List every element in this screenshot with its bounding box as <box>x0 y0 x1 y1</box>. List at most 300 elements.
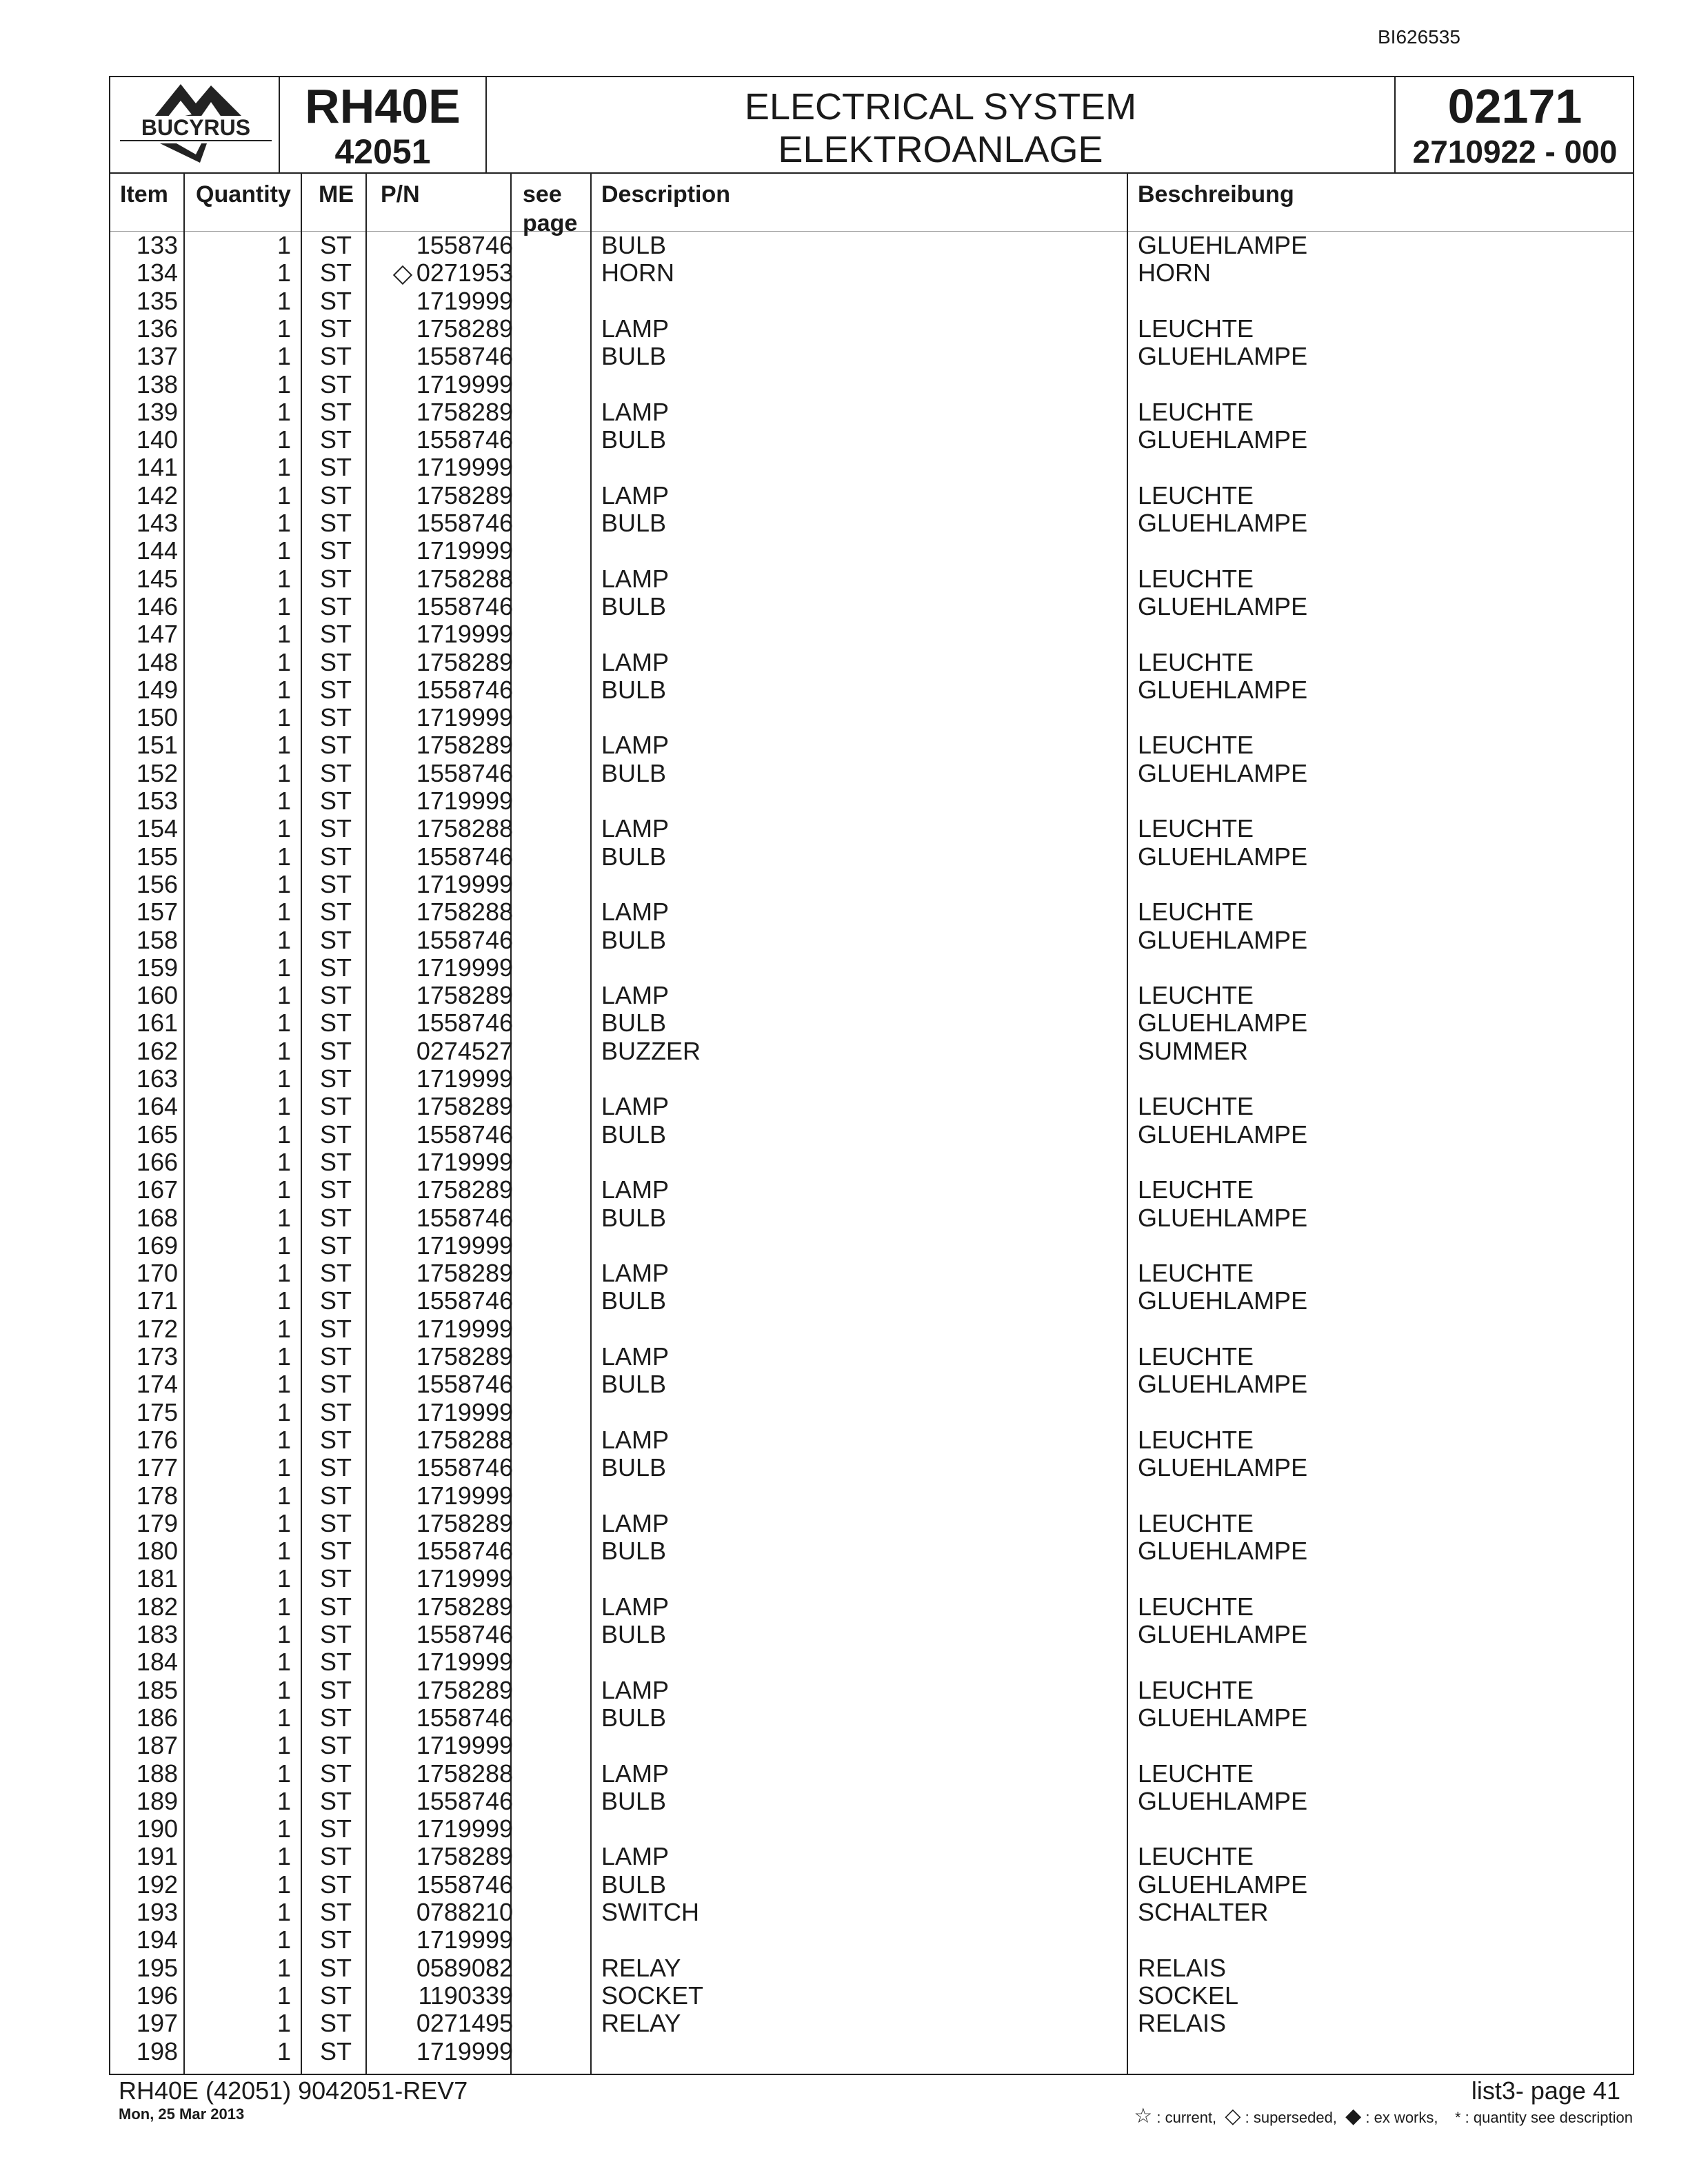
quantity: 1 <box>277 1564 291 1593</box>
beschreibung: GLUEHLAMPE <box>1138 1537 1308 1566</box>
item-number: 186 <box>136 1703 178 1732</box>
beschreibung: SCHALTER <box>1138 1898 1269 1926</box>
unit: ST <box>320 731 352 760</box>
item-number: 183 <box>136 1620 178 1648</box>
unit: ST <box>320 1397 352 1426</box>
part-number: 1719999 <box>416 1231 513 1260</box>
item-number: 140 <box>136 425 178 454</box>
beschreibung: GLUEHLAMPE <box>1138 842 1308 871</box>
quantity: 1 <box>277 1370 291 1399</box>
table-row <box>110 259 1633 287</box>
description: BULB <box>601 1453 667 1482</box>
description: HORN <box>601 259 674 287</box>
beschreibung: GLUEHLAMPE <box>1138 675 1308 704</box>
item-number: 193 <box>136 1898 178 1926</box>
description: SOCKET <box>601 1981 704 2010</box>
description: LAMP <box>601 314 670 343</box>
item-number: 194 <box>136 1925 178 1954</box>
quantity: 1 <box>277 925 291 954</box>
table-row <box>110 1510 1633 1537</box>
part-number: 1758289 <box>416 981 513 1010</box>
quantity: 1 <box>277 2009 291 2038</box>
beschreibung: LEUCHTE <box>1138 814 1254 843</box>
footer-page-ref: list3- page 41 <box>1471 2076 1620 2105</box>
item-number: 181 <box>136 1564 178 1593</box>
quantity: 1 <box>277 259 291 287</box>
description: LAMP <box>601 1508 670 1537</box>
part-number: 1558746 <box>416 842 513 871</box>
table-row <box>110 509 1633 537</box>
table-row <box>110 1093 1633 1120</box>
table-row <box>110 982 1633 1009</box>
quantity: 1 <box>277 286 291 315</box>
footer-date: Mon, 25 Mar 2013 <box>119 2105 245 2123</box>
col-header-me: ME <box>319 181 354 208</box>
part-number: 1758289 <box>416 1092 513 1121</box>
unit: ST <box>320 1342 352 1371</box>
description: BULB <box>601 425 667 454</box>
col-header-see-page-1: see <box>523 181 562 208</box>
unit: ST <box>320 1314 352 1343</box>
description: LAMP <box>601 814 670 843</box>
item-number: 159 <box>136 953 178 982</box>
item-number: 142 <box>136 481 178 509</box>
quantity: 1 <box>277 898 291 927</box>
description: BULB <box>601 1870 667 1899</box>
table-row <box>110 1482 1633 1510</box>
quantity: 1 <box>277 425 291 454</box>
beschreibung: LEUCHTE <box>1138 647 1254 676</box>
description: BULB <box>601 1286 667 1315</box>
quantity: 1 <box>277 1648 291 1677</box>
diamond-filled-icon: ◆ <box>1345 2105 1362 2127</box>
table-row <box>110 1454 1633 1482</box>
unit: ST <box>320 536 352 565</box>
item-number: 169 <box>136 1231 178 1260</box>
unit: ST <box>320 1508 352 1537</box>
bucyrus-logo <box>110 77 280 172</box>
legend <box>1134 2104 1633 2128</box>
part-number: 1758289 <box>416 397 513 426</box>
part-number: 1558746 <box>416 925 513 954</box>
table-row <box>110 454 1633 481</box>
table-row <box>110 1648 1633 1676</box>
unit: ST <box>320 1925 352 1954</box>
table-row <box>110 287 1633 315</box>
quantity: 1 <box>277 342 291 371</box>
quantity: 1 <box>277 592 291 620</box>
quantity: 1 <box>277 370 291 398</box>
part-number: 1758289 <box>416 647 513 676</box>
part-number: 1558746 <box>416 1120 513 1149</box>
table-row <box>110 1121 1633 1149</box>
group-number-cell <box>1396 77 1634 172</box>
description: LAMP <box>601 1592 670 1621</box>
star-icon: ☆ <box>1134 2105 1153 2127</box>
unit: ST <box>320 1259 352 1288</box>
part-number: 1719999 <box>416 703 513 732</box>
quantity: 1 <box>277 1814 291 1843</box>
beschreibung: RELAIS <box>1138 1953 1227 1982</box>
part-number <box>396 259 513 287</box>
item-number: 162 <box>136 1036 178 1065</box>
beschreibung: LEUCHTE <box>1138 1425 1254 1454</box>
table-row <box>110 1732 1633 1759</box>
logo-cell <box>110 77 280 172</box>
item-number: 139 <box>136 397 178 426</box>
part-number: 1758289 <box>416 1675 513 1704</box>
beschreibung: GLUEHLAMPE <box>1138 425 1308 454</box>
item-number: 134 <box>136 259 178 287</box>
part-number: 1719999 <box>416 1064 513 1093</box>
beschreibung: GLUEHLAMPE <box>1138 1120 1308 1149</box>
table-row <box>110 315 1633 343</box>
description: LAMP <box>601 1675 670 1704</box>
quantity: 1 <box>277 2036 291 2065</box>
part-number: 1758289 <box>416 731 513 760</box>
unit: ST <box>320 1564 352 1593</box>
description: BULB <box>601 1703 667 1732</box>
quantity: 1 <box>277 1759 291 1788</box>
quantity: 1 <box>277 1537 291 1566</box>
quantity: 1 <box>277 1703 291 1732</box>
quantity: 1 <box>277 1259 291 1288</box>
description: BULB <box>601 1370 667 1399</box>
beschreibung: LEUCHTE <box>1138 564 1254 593</box>
unit: ST <box>320 564 352 593</box>
item-number: 157 <box>136 898 178 927</box>
unit: ST <box>320 1870 352 1899</box>
item-number: 172 <box>136 1314 178 1343</box>
item-number: 133 <box>136 231 178 259</box>
beschreibung: LEUCHTE <box>1138 1259 1254 1288</box>
title-english: ELECTRICAL SYSTEM <box>744 86 1137 128</box>
unit: ST <box>320 925 352 954</box>
table-row <box>110 1788 1633 1815</box>
description: LAMP <box>601 1175 670 1204</box>
item-number: 160 <box>136 981 178 1010</box>
quantity: 1 <box>277 731 291 760</box>
table-row <box>110 1204 1633 1232</box>
item-number: 158 <box>136 925 178 954</box>
part-number: 1758288 <box>416 564 513 593</box>
item-number: 154 <box>136 814 178 843</box>
quantity: 1 <box>277 564 291 593</box>
quantity: 1 <box>277 1620 291 1648</box>
unit: ST <box>320 453 352 482</box>
quantity: 1 <box>277 1036 291 1065</box>
part-number: 1758288 <box>416 814 513 843</box>
table-row <box>110 1593 1633 1621</box>
part-number: 1558746 <box>416 231 513 259</box>
description: BULB <box>601 509 667 537</box>
col-header-description: Description <box>601 181 731 208</box>
table-row <box>110 815 1633 842</box>
table-row <box>110 565 1633 593</box>
legend-current: : current, <box>1156 2109 1217 2126</box>
table-row <box>110 1315 1633 1343</box>
unit: ST <box>320 1370 352 1399</box>
col-header-see-page-2: page <box>523 210 578 236</box>
part-number: 1558746 <box>416 509 513 537</box>
table-row <box>110 1287 1633 1315</box>
unit: ST <box>320 1786 352 1815</box>
unit: ST <box>320 1898 352 1926</box>
unit: ST <box>320 1064 352 1093</box>
unit: ST <box>320 481 352 509</box>
part-number: 1719999 <box>416 1814 513 1843</box>
part-number: 1719999 <box>416 787 513 815</box>
unit: ST <box>320 1203 352 1232</box>
unit: ST <box>320 1425 352 1454</box>
part-number: 0589082 <box>416 1953 513 1982</box>
part-number: 1558746 <box>416 1786 513 1815</box>
unit: ST <box>320 869 352 898</box>
unit: ST <box>320 1731 352 1760</box>
item-number: 196 <box>136 1981 178 2010</box>
item-number: 168 <box>136 1203 178 1232</box>
description: BULB <box>601 1009 667 1038</box>
item-number: 197 <box>136 2009 178 2038</box>
unit: ST <box>320 1092 352 1121</box>
item-number: 173 <box>136 1342 178 1371</box>
description: LAMP <box>601 981 670 1010</box>
unit: ST <box>320 1147 352 1176</box>
unit: ST <box>320 1620 352 1648</box>
quantity: 1 <box>277 1675 291 1704</box>
table-row <box>110 232 1633 259</box>
description: BUZZER <box>601 1036 701 1065</box>
logo-text: BUCYRUS <box>141 115 251 140</box>
beschreibung: LEUCHTE <box>1138 397 1254 426</box>
unit: ST <box>320 592 352 620</box>
item-number: 136 <box>136 314 178 343</box>
unit: ST <box>320 1981 352 2010</box>
quantity: 1 <box>277 1481 291 1510</box>
quantity: 1 <box>277 481 291 509</box>
quantity: 1 <box>277 1453 291 1482</box>
part-number: 0788210 <box>416 1898 513 1926</box>
description: RELAY <box>601 1953 681 1982</box>
part-number: 1719999 <box>416 370 513 398</box>
beschreibung: GLUEHLAMPE <box>1138 1203 1308 1232</box>
unit: ST <box>320 259 352 287</box>
item-number: 167 <box>136 1175 178 1204</box>
part-number: 1719999 <box>416 1314 513 1343</box>
description: LAMP <box>601 1259 670 1288</box>
unit: ST <box>320 814 352 843</box>
item-number: 175 <box>136 1397 178 1426</box>
table-row <box>110 1871 1633 1899</box>
model-cell <box>280 77 487 172</box>
beschreibung: GLUEHLAMPE <box>1138 1786 1308 1815</box>
quantity: 1 <box>277 814 291 843</box>
legend-ex-works: : ex works, <box>1365 2109 1438 2126</box>
legend-quantity: * : quantity see description <box>1454 2109 1633 2126</box>
unit: ST <box>320 1036 352 1065</box>
table-row <box>110 676 1633 704</box>
part-number: 1719999 <box>416 1731 513 1760</box>
unit: ST <box>320 1675 352 1704</box>
part-number: 1758289 <box>416 1342 513 1371</box>
quantity: 1 <box>277 509 291 537</box>
part-number: 1758289 <box>416 1508 513 1537</box>
description: BULB <box>601 925 667 954</box>
quantity: 1 <box>277 842 291 871</box>
description: LAMP <box>601 1342 670 1371</box>
description: BULB <box>601 758 667 787</box>
table-row <box>110 1149 1633 1176</box>
beschreibung: LEUCHTE <box>1138 731 1254 760</box>
quantity: 1 <box>277 1898 291 1926</box>
item-number: 190 <box>136 1814 178 1843</box>
unit: ST <box>320 1120 352 1149</box>
unit: ST <box>320 2009 352 2038</box>
item-number: 198 <box>136 2036 178 2065</box>
item-number: 192 <box>136 1870 178 1899</box>
unit: ST <box>320 703 352 732</box>
table-row <box>110 927 1633 954</box>
description: LAMP <box>601 481 670 509</box>
quantity: 1 <box>277 1092 291 1121</box>
quantity: 1 <box>277 453 291 482</box>
part-number-text: 0271953 <box>416 259 513 287</box>
table-row <box>110 787 1633 815</box>
quantity: 1 <box>277 397 291 426</box>
group-number: 02171 <box>1447 79 1582 133</box>
table-row <box>110 620 1633 648</box>
part-number: 1719999 <box>416 1648 513 1677</box>
beschreibung: GLUEHLAMPE <box>1138 925 1308 954</box>
beschreibung: GLUEHLAMPE <box>1138 342 1308 371</box>
beschreibung: LEUCHTE <box>1138 1175 1254 1204</box>
part-number: 1558746 <box>416 1370 513 1399</box>
item-number: 180 <box>136 1537 178 1566</box>
unit: ST <box>320 2036 352 2065</box>
model-name: RH40E <box>305 79 461 133</box>
item-number: 189 <box>136 1786 178 1815</box>
beschreibung: GLUEHLAMPE <box>1138 1620 1308 1648</box>
table-row <box>110 398 1633 426</box>
item-number: 153 <box>136 787 178 815</box>
item-number: 145 <box>136 564 178 593</box>
quantity: 1 <box>277 1203 291 1232</box>
quantity: 1 <box>277 647 291 676</box>
footer-document-ref: RH40E (42051) 9042051-REV7 <box>119 2076 468 2105</box>
description: LAMP <box>601 731 670 760</box>
part-number: 1558746 <box>416 675 513 704</box>
table-row <box>110 371 1633 398</box>
item-number: 147 <box>136 620 178 649</box>
col-header-item: Item <box>120 181 168 208</box>
unit: ST <box>320 787 352 815</box>
item-number: 195 <box>136 1953 178 1982</box>
table-row <box>110 1760 1633 1788</box>
part-number: 1719999 <box>416 869 513 898</box>
quantity: 1 <box>277 1508 291 1537</box>
part-number: 1758288 <box>416 1759 513 1788</box>
part-number: 1719999 <box>416 286 513 315</box>
beschreibung: LEUCHTE <box>1138 1092 1254 1121</box>
table-row <box>110 1843 1633 1870</box>
description: BULB <box>601 1203 667 1232</box>
quantity: 1 <box>277 1175 291 1204</box>
item-number: 148 <box>136 647 178 676</box>
quantity: 1 <box>277 1147 291 1176</box>
quantity: 1 <box>277 703 291 732</box>
unit: ST <box>320 981 352 1010</box>
quantity: 1 <box>277 787 291 815</box>
beschreibung: GLUEHLAMPE <box>1138 509 1308 537</box>
description: BULB <box>601 231 667 259</box>
item-number: 146 <box>136 592 178 620</box>
part-number: 1558746 <box>416 1870 513 1899</box>
description: BULB <box>601 675 667 704</box>
item-number: 185 <box>136 1675 178 1704</box>
table-row <box>110 1009 1633 1037</box>
quantity: 1 <box>277 1925 291 1954</box>
beschreibung: LEUCHTE <box>1138 1675 1254 1704</box>
unit: ST <box>320 675 352 704</box>
description: LAMP <box>601 1759 670 1788</box>
item-number: 149 <box>136 675 178 704</box>
quantity: 1 <box>277 536 291 565</box>
table-row <box>110 1954 1633 1982</box>
item-number: 156 <box>136 869 178 898</box>
quantity: 1 <box>277 1064 291 1093</box>
part-number: 1719999 <box>416 2036 513 2065</box>
item-number: 155 <box>136 842 178 871</box>
col-header-beschreibung: Beschreibung <box>1138 181 1294 208</box>
item-number: 150 <box>136 703 178 732</box>
beschreibung: LEUCHTE <box>1138 1342 1254 1371</box>
superseded-icon <box>393 265 412 285</box>
quantity: 1 <box>277 1397 291 1426</box>
item-number: 182 <box>136 1592 178 1621</box>
table-row <box>110 1704 1633 1732</box>
beschreibung: LEUCHTE <box>1138 1759 1254 1788</box>
item-number: 164 <box>136 1092 178 1121</box>
description: BULB <box>601 1537 667 1566</box>
col-header-quantity: Quantity <box>196 181 291 208</box>
part-number: 1719999 <box>416 1564 513 1593</box>
title-block <box>110 77 1633 174</box>
description: LAMP <box>601 647 670 676</box>
document-id: BI626535 <box>1378 26 1460 48</box>
part-number: 1558746 <box>416 1203 513 1232</box>
description: LAMP <box>601 564 670 593</box>
table-row <box>110 1065 1633 1093</box>
diamond-outline-icon: ◇ <box>1225 2105 1241 2127</box>
unit: ST <box>320 314 352 343</box>
title-german: ELEKTROANLAGE <box>778 129 1103 170</box>
column-header-row <box>110 174 1633 236</box>
table-row <box>110 1399 1633 1426</box>
unit: ST <box>320 509 352 537</box>
part-number: 1719999 <box>416 536 513 565</box>
beschreibung: GLUEHLAMPE <box>1138 1703 1308 1732</box>
beschreibung: LEUCHTE <box>1138 1842 1254 1871</box>
table-row <box>110 1426 1633 1454</box>
unit: ST <box>320 1481 352 1510</box>
part-number: 1758289 <box>416 1592 513 1621</box>
table-row <box>110 482 1633 509</box>
quantity: 1 <box>277 1842 291 1871</box>
description: BULB <box>601 342 667 371</box>
part-number: 1758289 <box>416 1175 513 1204</box>
model-number: 42051 <box>334 132 431 171</box>
unit: ST <box>320 1842 352 1871</box>
